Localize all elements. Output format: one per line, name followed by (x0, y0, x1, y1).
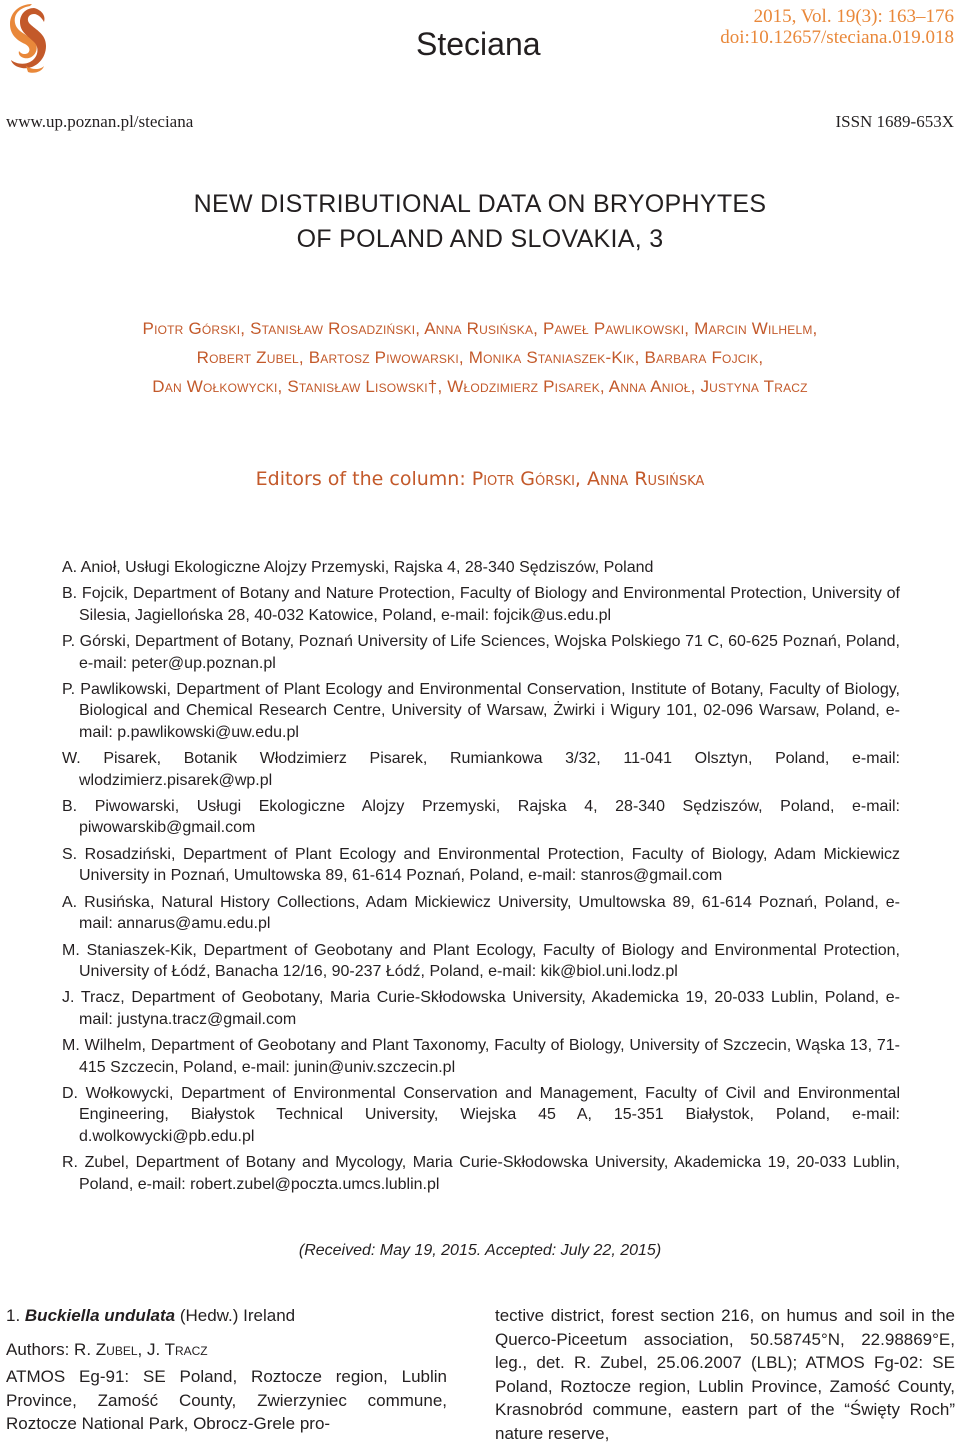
left-column (6, 1304, 447, 1436)
affiliation-item: A. Rusińska, Natural History Collections, Adam Mickiewicz University, Umultowska 89, 61-614 Poznań, Poland, e-mail: annarus@amu.edu.pl (62, 893, 900, 933)
entry-text-left: ATMOS Eg-91: SE Poland, Roztocze region, Lublin Province, Zamość County, Zwierzyniec commune, Roztocze National Park, Obrocz-Grele pro- (6, 1367, 447, 1433)
column-editors (0, 468, 960, 490)
affiliation-item: M. Staniaszek-Kik, Department of Geobotany and Plant Ecology, Faculty of Biology and Environmental Protection, University of Łódź, Banacha 12/16, 90-237 Łódź, Poland, e-mail: kik@biol.uni.lodz.pl (62, 941, 900, 980)
affiliation-item: P. Pawlikowski, Department of Plant Ecology and Environmental Conservation, Institute of Botany, Faculty of Biology, Biological and Chemical Research Centre, University of Warsaw, Żwirki i Wigury 101, 02-096 Warsaw, Poland, e-mail: p.pawlikowski@uw.edu.pl (62, 681, 900, 741)
affiliation-item: S. Rosadziński, Department of Plant Ecology and Environmental Protection, Faculty of Biology, Adam Mickiewicz University in Poznań, Umultowska 89, 61-614 Poznań, Poland, e-mail: stanros@gmail.com (62, 845, 900, 885)
article-title-line-1: NEW DISTRIBUTIONAL DATA ON BRYOPHYTES (193, 190, 767, 218)
affiliation-item: D. Wołkowycki, Department of Environmental Conservation and Management, Faculty of Civil and Environmental Engineering, Białystok Technical University, Wiejska 45 A, 15-351 Białystok, Poland, e-mail: d.wolkowycki@pb.edu.pl (62, 1084, 900, 1145)
journal-url[interactable]: www.up.poznan.pl/steciana (6, 112, 194, 131)
doi[interactable]: doi:10.12657/steciana.019.018 (720, 27, 954, 48)
entry-authors-names: R. Zubel, J. Tracz (74, 1339, 208, 1359)
entry-authors-label: Authors: (6, 1339, 75, 1359)
right-column (495, 1304, 955, 1445)
authors-line-1: Piotr Górski, Stanisław Rosadziński, Anna Rusińska, Paweł Pawlikowski, Marcin Wilhelm, (142, 319, 818, 338)
issn: ISSN 1689-653X (835, 112, 954, 131)
species-heading (6, 1304, 447, 1328)
affiliation-item: B. Fojcik, Department of Botany and Nature Protection, Faculty of Biology and Environmental Protection, University of Silesia, Jagiellońska 28, 40-032 Katowice, Poland, e-mail: fojcik@us.edu.pl (62, 585, 900, 624)
entry-authors (6, 1338, 447, 1362)
journal-name: Steciana (416, 26, 541, 62)
received-dates: (Received: May 19, 2015. Accepted: July 22, 2015) (298, 1242, 662, 1259)
issue-meta (720, 6, 954, 48)
authors-line-3: Dan Wołkowycki, Stanisław Lisowski†, Włodzimierz Pisarek, Anna Anioł, Justyna Tracz (152, 377, 808, 396)
editors-label: Editors of the column: (255, 468, 472, 490)
affiliation-item: R. Zubel, Department of Botany and Mycology, Maria Curie-Skłodowska University, Akademicka 19, 20-033 Lublin, Poland, e-mail: robert.zubel@poczta.umcs.lublin.pl (62, 1154, 900, 1193)
affiliation-item: M. Wilhelm, Department of Geobotany and Plant Taxonomy, Faculty of Biology, University of Szczecin, Wąska 13, 71-415 Szczecin, Poland, e-mail: junin@univ.szczecin.pl (62, 1037, 900, 1076)
steciana-logo-icon (6, 4, 52, 74)
article-title-line-2: OF POLAND AND SLOVAKIA, 3 (296, 225, 664, 253)
species-author: (Hedw.) Ireland (175, 1306, 296, 1325)
affiliation-item: A. Anioł, Usługi Ekologiczne Alojzy Przemyski, Rajska 4, 28-340 Sędziszów, Poland (62, 559, 654, 576)
volume-line: 2015, Vol. 19(3): 163–176 (753, 6, 954, 27)
entry-text-right: tective district, forest section 216, on humus and soil in the Querco-Piceetum association, 50.58745°N, 22.98869°E, leg., det. R. Zubel, 25.06.2007 (LBL); ATMOS Fg-02: SE Poland, Roztocze region, Lublin Province, Zamość County, Krasnobród commune, eastern part of the “Święty Roch” nature reserve, (495, 1306, 955, 1443)
affiliation-item: W. Pisarek, Botanik Włodzimierz Pisarek, Rumiankowa 3/32, 11-041 Olsztyn, Poland, e-mail: wlodzimierz.pisarek@wp.pl (62, 750, 900, 789)
affiliation-item: J. Tracz, Department of Geobotany, Maria Curie-Skłodowska University, Akademicka 19, 20-033 Lublin, Poland, e-mail: justyna.tracz@gmail.com (62, 989, 900, 1028)
affiliation-item: B. Piwowarski, Usługi Ekologiczne Alojzy Przemyski, Rajska 4, 28-340 Sędziszów, Poland, e-mail: piwowarskib@gmail.com (62, 798, 900, 837)
species-name: Buckiella undulata (24, 1306, 176, 1325)
affiliation-item: P. Górski, Department of Botany, Poznań University of Life Sciences, Wojska Polskiego 71 C, 60-625 Poznań, Poland, e-mail: peter@up.poznan.pl (62, 633, 900, 672)
affiliations-list (62, 557, 900, 1200)
editors-names: Piotr Górski, Anna Rusińska (471, 468, 705, 490)
authors-line-2: Robert Zubel, Bartosz Piwowarski, Monika Staniaszek-Kik, Barbara Fojcik, (196, 348, 764, 367)
entry-number: 1. (6, 1306, 25, 1325)
